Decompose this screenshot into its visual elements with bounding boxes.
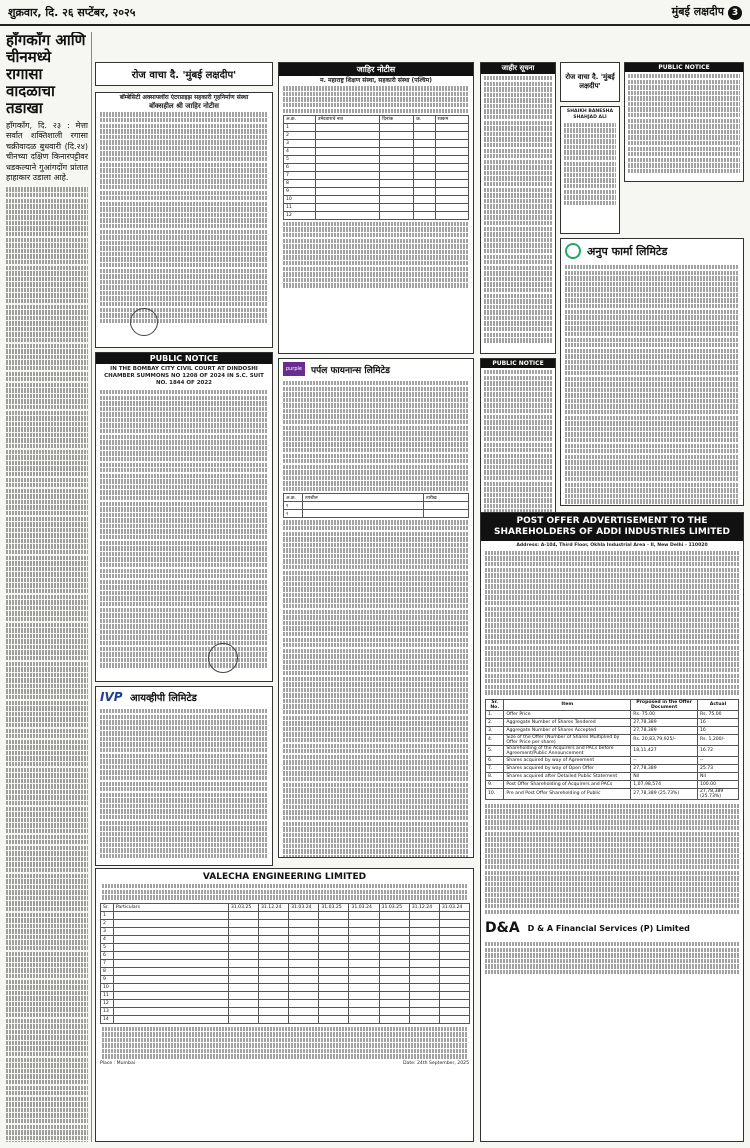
society-seal-icon — [130, 308, 158, 336]
post-offer-ad: POST OFFER ADVERTISEMENT TO THE SHAREHOLDERS OF ADDI INDUSTRIES LIMITED Address: A-104, Third Floor, Okhla Industrial Area - II, New Delhi - 110020 Sr. No. Item Proposed in the Offer Document Actual 1. Offer Price Rs. 75.00 Rs. 75.00 2. Aggregate Number of Shares Tendered 27,78,389 16 3. Aggregate Number of Shares Accepted 27,78,389 16 4. Size of the Offer (Number of Shares Multiplied by Offer Price per share) Rs. 20,83,79,925/- Rs. 1,200/- 5. Shareholding of the Acquirers and PACs before Agreement/Public Announcement 18,11,427 16.72 6. Shares acquired by way of Agreement -- -- 7. Shares acquired by way of Open Offer 27,78,389 25.73 8. Shares acquired after Detailed Public Statement Nil Nil 9. Post Offer Shareholding of Acquirers and PACs 1,07,98,574 100.00 10. Pre and Post Offer Shareholding of Public 27,78,389 (25.73%) 27,78,389 (25.73%) D&A D & A Financial Services (P) Limited — [480, 512, 744, 1142]
table-row: 2. Aggregate Number of Shares Tendered 27,78,389 16 — [486, 718, 739, 726]
purple-logo-icon: purple — [283, 362, 305, 376]
court-notice: PUBLIC NOTICE IN THE BOMBAY CITY CIVIL COURT AT DINDOSHI CHAMBER SUMMONS NO 1208 OF 2024 IN S.C. SUIT NO. 1844 OF 2022 — [95, 352, 273, 682]
da-logo-icon: D&A — [485, 920, 520, 937]
public-notice-right: PUBLIC NOTICE — [624, 62, 744, 182]
article-body-rest — [6, 187, 88, 1142]
table-row: 10. Pre and Post Offer Shareholding of Public 27,78,389 (25.73%) 27,78,389 (25.73%) — [486, 788, 739, 799]
table-row: 1. Offer Price Rs. 75.00 Rs. 75.00 — [486, 710, 739, 718]
article-column — [6, 32, 88, 1142]
ivp-notice: IVP आयव्हीपी लिमिटेड — [95, 686, 273, 866]
table-row: 7. Shares acquired by way of Open Offer 27,78,389 25.73 — [486, 764, 739, 772]
society-notice: बॉम्बेसिटी अक्साफ्लॉरा एंटरप्राइझ सहकारी गृहनिर्माण संस्था बॉक्सहील श्री जाहिर नोटीस — [95, 92, 273, 348]
header-paper: मुंबई लक्षदीप 3 — [672, 4, 742, 20]
read-daily-ad-2: रोज वाचा दै. 'मुंबई लक्षदीप' — [560, 62, 620, 102]
article-dateline: हॉंगकॉंग, दि. २३ : मेत्ता सर्वात शक्तिशाली रगासा चक्रीवादळ बुधवारी (दि.२४) चीनच्या दक्षिण किनारपट्टीवर धडकल्याने गुआंगदोंग प्रांतात हाहाकार उडाला आहे. — [6, 121, 88, 183]
valecha-results: VALECHA ENGINEERING LIMITED Sr. Particulars 31.03.25 31.12.24 31.03.24 31.03.25 31.03.24 31.03.25 31.12.24 31.03.24 1 2 3 4 5 6 7 8 9 10 11 12 13 14 Place : Mumbai Date: 24th September, 2025 — [95, 868, 474, 1142]
anup-logo-icon — [565, 243, 581, 259]
page-header — [0, 0, 750, 26]
offer-table: Sr. No. Item Proposed in the Offer Document Actual 1. Offer Price Rs. 75.00 Rs. 75.00 2. Aggregate Number of Shares Tendered 27,78,389 16 3. Aggregate Number of Shares Accepted 27,78,389 16 4. Size of the Offer (Number of Shares Multiplied by Offer Price per share) Rs. 20,83,79,925/- Rs. 1,200/- 5. Shareholding of the Acquirers and PACs before Agreement/Public Announcement 18,11,427 16.72 6. Shares acquired by way of Agreement -- -- 7. Shares acquired by way of Open Offer 27,78,389 25.73 8. Shares acquired after Detailed Public Statement Nil Nil 9. Post Offer Shareholding of Acquirers and PACs 1,07,98,574 100.00 10. Pre and Post Offer Shareholding of Public 27,78,389 (25.73%) 27,78,389 (25.73%) — [485, 699, 739, 800]
table-row: 9. Post Offer Shareholding of Acquirers and PACs 1,07,98,574 100.00 — [486, 780, 739, 788]
read-daily-ad-1: रोज वाचा दै. 'मुंबई लक्षदीप' — [95, 62, 273, 86]
table-row: 4. Size of the Offer (Number of Shares Multiplied by Offer Price per share) Rs. 20,83,79,925/- Rs. 1,200/- — [486, 734, 739, 745]
header-date: शुक्रवार, दि. २६ सप्टेंबर, २०२५ — [8, 5, 136, 19]
anup-pharma-notice: अनुप फार्मा लिमिटेड — [560, 238, 744, 506]
ivp-logo-icon: IVP — [100, 690, 123, 704]
table-row: 3. Aggregate Number of Shares Accepted 27,78,389 16 — [486, 726, 739, 734]
table-row: 5. Shareholding of the Acquirers and PACs before Agreement/Public Announcement 18,11,427 16.72 — [486, 745, 739, 756]
right-long-notice: PUBLIC NOTICE — [480, 358, 556, 858]
page-number: 3 — [728, 6, 742, 20]
court-seal-icon — [208, 643, 238, 673]
jahir-suchana: जाहीर सूचना — [480, 62, 556, 354]
public-notice-shaikh — [480, 92, 570, 212]
jahir-notice: जाहिर नोटीस म. महाराष्ट्र शिक्षण संस्था, सहकारी संस्था (पश्चिम) अ.क्र. उमेदवाराचे नाव दिनांक क्र. रक्कम 1 2 3 4 5 6 7 8 9 10 11 12 — [278, 62, 474, 354]
shaikh-notice: SHAIKH BANESHA SHAHJAD ALI — [560, 106, 620, 234]
table-row: 8. Shares acquired after Detailed Public Statement Nil Nil — [486, 772, 739, 780]
purple-finance-notice: purple पर्पल फायनान्स लिमिटेड अ.क्र. तपशील तारीख १ २ — [278, 358, 474, 858]
article-body — [6, 121, 88, 183]
article-headline: हाँगकाँग आणि चीनमध्ये रागासा वादळाचा तडाखा — [6, 32, 86, 117]
table-row: 6. Shares acquired by way of Agreement -- -- — [486, 756, 739, 764]
